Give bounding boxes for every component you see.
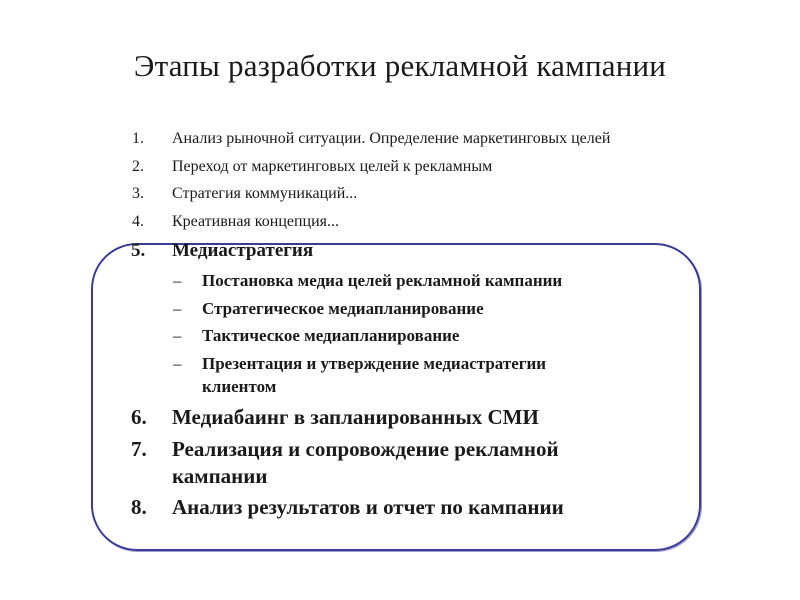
step-number: 2. bbox=[132, 158, 144, 175]
slide-title: Этапы разработки рекламной кампании bbox=[133, 48, 667, 83]
dash-bullet: – bbox=[173, 271, 182, 290]
substep-text: Стратегическое медиапланирование bbox=[202, 299, 484, 318]
step-text-line1: Реализация и сопровождение рекламной bbox=[172, 437, 559, 461]
step-text: Анализ результатов и отчет по кампании bbox=[172, 495, 564, 519]
step-number: 4. bbox=[132, 213, 144, 230]
step-number: 7. bbox=[131, 437, 147, 461]
step-number: 6. bbox=[131, 405, 147, 429]
substep-text: Постановка медиа целей рекламной кампании bbox=[202, 271, 563, 290]
substep-text-line1: Презентация и утверждение медиастратегии bbox=[202, 354, 547, 373]
step-text: Переход от маркетинговых целей к рекламным bbox=[172, 158, 493, 175]
step-text: Креативная концепция... bbox=[172, 213, 340, 230]
step-number: 1. bbox=[132, 130, 144, 147]
substep-text: Тактическое медиапланирование bbox=[202, 326, 460, 345]
step-number: 8. bbox=[131, 495, 147, 519]
step-text: Медиастратегия bbox=[172, 240, 314, 261]
step-text: Стратегия коммуникаций... bbox=[172, 185, 358, 202]
dash-bullet: – bbox=[173, 299, 182, 318]
dash-bullet: – bbox=[173, 354, 182, 373]
step-number: 5. bbox=[131, 240, 146, 261]
dash-bullet: – bbox=[173, 326, 182, 345]
step-text: Анализ рыночной ситуации. Определение маркетинговых целей bbox=[172, 130, 611, 147]
step-text-line2: кампании bbox=[172, 464, 268, 488]
substep-text-line2: клиентом bbox=[202, 377, 277, 396]
step-number: 3. bbox=[132, 185, 144, 202]
step-text: Медиабаинг в запланированных СМИ bbox=[172, 405, 539, 429]
